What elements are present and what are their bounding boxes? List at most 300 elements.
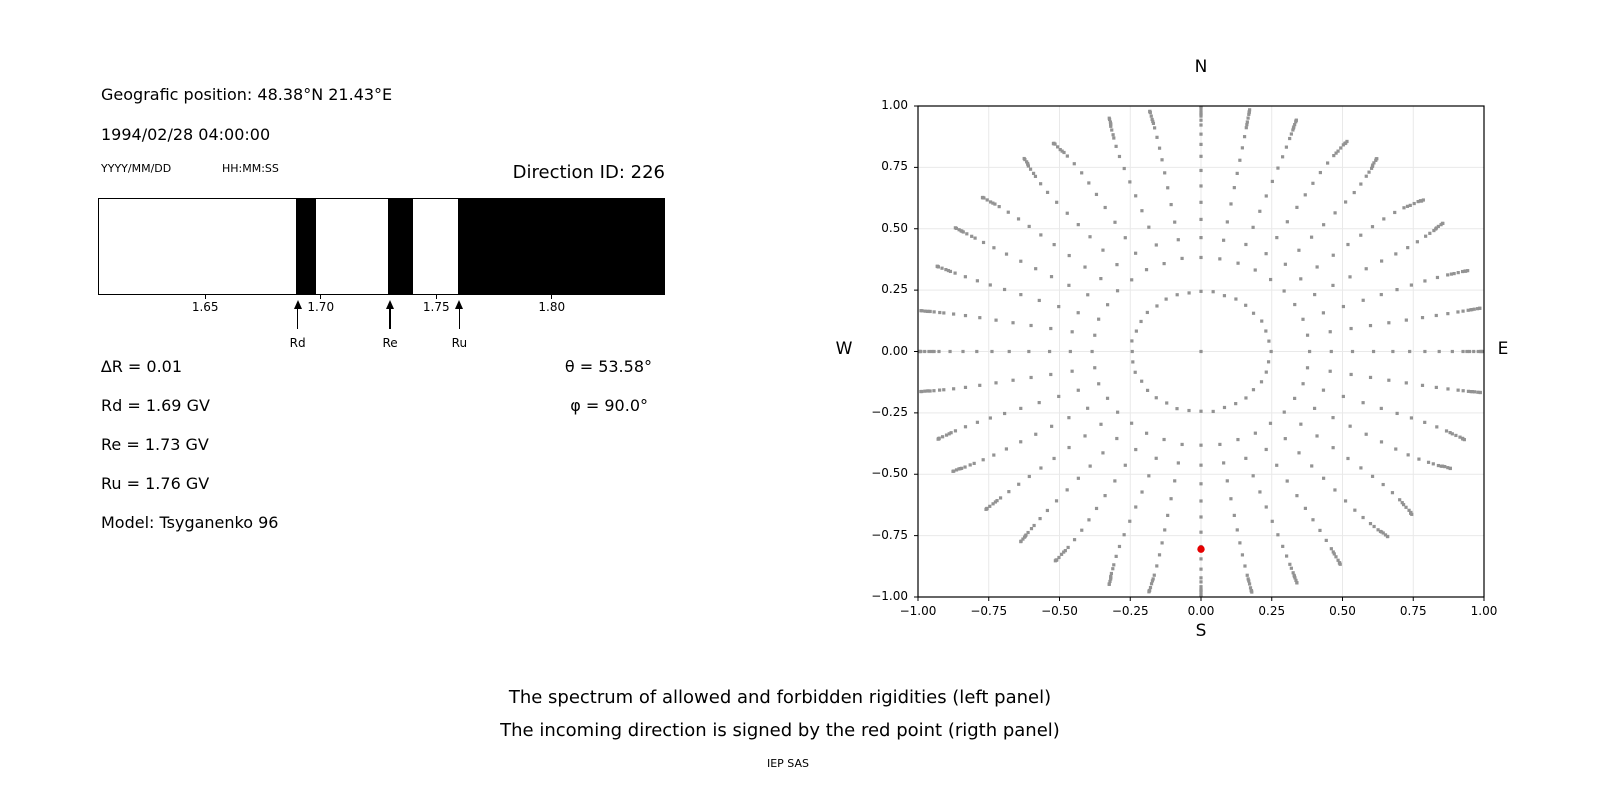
direction-dot bbox=[1199, 568, 1202, 571]
direction-dot bbox=[1402, 206, 1405, 209]
direction-dot bbox=[1093, 366, 1096, 369]
direction-dot bbox=[1387, 379, 1390, 382]
direction-dot bbox=[1199, 499, 1202, 502]
direction-dot bbox=[1265, 371, 1268, 374]
direction-dot bbox=[1311, 182, 1314, 185]
direction-dot bbox=[938, 311, 941, 314]
direction-dot bbox=[1306, 334, 1309, 337]
direction-dot bbox=[1344, 499, 1347, 502]
direction-dot bbox=[1160, 541, 1163, 544]
direction-dot bbox=[1410, 283, 1413, 286]
direction-dot bbox=[1086, 293, 1089, 296]
direction-dot bbox=[1295, 581, 1298, 584]
direction-dot bbox=[1365, 433, 1368, 436]
direction-dot bbox=[1283, 411, 1286, 414]
direction-dot bbox=[1236, 172, 1239, 175]
arrow-stem bbox=[459, 308, 461, 329]
direction-dot bbox=[1236, 438, 1239, 441]
direction-dot bbox=[964, 275, 967, 278]
direction-dot bbox=[1391, 350, 1394, 353]
direction-dot bbox=[941, 435, 944, 438]
direction-dot bbox=[1077, 311, 1080, 314]
direction-dot bbox=[1088, 235, 1091, 238]
direction-dot bbox=[1295, 494, 1298, 497]
direction-dot bbox=[1466, 269, 1469, 272]
direction-dot bbox=[1234, 297, 1237, 300]
direction-dot bbox=[1166, 514, 1169, 517]
direction-dot bbox=[1199, 236, 1202, 239]
arrow-stem bbox=[297, 308, 299, 329]
direction-dot bbox=[1285, 554, 1288, 557]
direction-dot bbox=[1362, 299, 1365, 302]
direction-dot bbox=[1073, 538, 1076, 541]
direction-dot bbox=[1350, 373, 1353, 376]
direction-dot bbox=[1297, 249, 1300, 252]
direction-dot bbox=[1134, 371, 1137, 374]
direction-dot bbox=[1304, 193, 1307, 196]
direction-dot bbox=[1080, 529, 1083, 532]
direction-dot bbox=[1104, 206, 1107, 209]
direction-dot bbox=[1349, 327, 1352, 330]
direction-dot bbox=[1276, 167, 1279, 170]
direction-dot bbox=[1019, 540, 1022, 543]
direction-dot bbox=[1108, 583, 1111, 586]
direction-dot bbox=[952, 312, 955, 315]
direction-dot bbox=[1083, 434, 1086, 437]
direction-dot bbox=[1149, 586, 1152, 589]
cutoff-arrow-label: Re bbox=[382, 336, 398, 350]
direction-dot bbox=[1153, 126, 1156, 129]
direction-dot bbox=[998, 205, 1001, 208]
direction-dot bbox=[1254, 268, 1257, 271]
y-tick-label: 0.75 bbox=[881, 159, 908, 174]
direction-dot bbox=[1265, 448, 1268, 451]
direction-dot bbox=[1446, 273, 1449, 276]
direction-dot bbox=[1241, 553, 1244, 556]
direction-dot bbox=[1329, 370, 1332, 373]
direction-dot bbox=[1052, 142, 1055, 145]
direction-dot bbox=[1417, 458, 1420, 461]
direction-dot bbox=[1099, 277, 1102, 280]
direction-dot bbox=[1148, 110, 1151, 113]
x-tick-label: −0.25 bbox=[1111, 604, 1149, 618]
direction-dot bbox=[1226, 479, 1229, 482]
direction-dot bbox=[986, 198, 989, 201]
direction-dot bbox=[1472, 350, 1475, 353]
direction-dot bbox=[1313, 407, 1316, 410]
direction-dot bbox=[1052, 457, 1055, 460]
y-tick-label: −0.75 bbox=[871, 527, 908, 542]
direction-dot bbox=[991, 502, 994, 505]
direction-dot bbox=[1017, 217, 1020, 220]
direction-dot bbox=[1353, 191, 1356, 194]
direction-dot bbox=[1150, 115, 1153, 118]
cutoff-arrow-label: Rd bbox=[289, 336, 306, 350]
direction-dot bbox=[932, 389, 935, 392]
direction-dot bbox=[970, 235, 973, 238]
direction-dot bbox=[1310, 236, 1313, 239]
direction-dot bbox=[1246, 120, 1249, 123]
direction-dot bbox=[1034, 267, 1037, 270]
cutoff-arrow-rd bbox=[294, 300, 302, 329]
direction-dot bbox=[1101, 249, 1104, 252]
compass-east-label: E bbox=[1497, 339, 1509, 359]
direction-dot bbox=[1238, 541, 1241, 544]
x-tick-label: 0.75 bbox=[1399, 604, 1427, 618]
direction-dot bbox=[978, 384, 981, 387]
direction-dot bbox=[1258, 210, 1261, 213]
param-rd: Rd = 1.69 GV bbox=[101, 396, 210, 415]
direction-dot bbox=[1252, 474, 1255, 477]
direction-dot bbox=[1128, 180, 1131, 183]
direction-dot bbox=[1241, 146, 1244, 149]
direction-dot bbox=[1365, 267, 1368, 270]
direction-dot bbox=[1145, 268, 1148, 271]
direction-dot bbox=[1032, 172, 1035, 175]
direction-dot bbox=[1406, 246, 1409, 249]
direction-dot bbox=[1113, 479, 1116, 482]
direction-dot bbox=[1181, 443, 1184, 446]
direction-dot bbox=[1462, 389, 1465, 392]
direction-dot bbox=[1290, 132, 1293, 135]
direction-dot bbox=[990, 350, 993, 353]
direction-dot bbox=[936, 265, 939, 268]
direction-dot bbox=[981, 196, 984, 199]
direction-dot bbox=[994, 381, 997, 384]
direction-dot bbox=[1050, 275, 1053, 278]
direction-dot bbox=[1264, 329, 1267, 332]
direction-dot bbox=[1080, 171, 1083, 174]
direction-dot bbox=[923, 350, 926, 353]
direction-dot bbox=[989, 416, 992, 419]
y-tick-label: −1.00 bbox=[871, 589, 908, 603]
direction-dot bbox=[1199, 218, 1202, 221]
direction-dot bbox=[1436, 276, 1439, 279]
direction-dot bbox=[1265, 194, 1268, 197]
direction-dot bbox=[944, 268, 947, 271]
direction-dot bbox=[1435, 425, 1438, 428]
direction-dot bbox=[1019, 407, 1022, 410]
direction-dot bbox=[1451, 350, 1454, 353]
direction-dot bbox=[1285, 146, 1288, 149]
direction-dot bbox=[1173, 221, 1176, 224]
direction-dot bbox=[1301, 318, 1304, 321]
direction-dot bbox=[1007, 490, 1010, 493]
direction-dot bbox=[984, 508, 987, 511]
y-tick-label: 0.25 bbox=[881, 282, 908, 297]
direction-dot bbox=[1053, 243, 1056, 246]
x-tick-label: 0.25 bbox=[1258, 604, 1286, 618]
x-tick-label: −0.50 bbox=[1041, 604, 1078, 618]
direction-dot bbox=[1293, 303, 1296, 306]
direction-dot bbox=[973, 236, 976, 239]
direction-scatter-plot bbox=[918, 106, 1484, 597]
forbidden-band bbox=[296, 199, 317, 294]
direction-dot bbox=[1344, 200, 1347, 203]
direction-dot bbox=[1011, 321, 1014, 324]
direction-dot bbox=[1145, 432, 1148, 435]
direction-dot bbox=[1039, 466, 1042, 469]
direction-dot bbox=[1423, 279, 1426, 282]
param-re: Re = 1.73 GV bbox=[101, 435, 209, 454]
direction-dot bbox=[1110, 128, 1113, 131]
direction-dot bbox=[1066, 212, 1069, 215]
direction-dot bbox=[1423, 421, 1426, 424]
direction-dot bbox=[1046, 509, 1049, 512]
direction-dot bbox=[1249, 586, 1252, 589]
direction-dot bbox=[1199, 109, 1202, 112]
direction-dot bbox=[1130, 278, 1133, 281]
direction-dot bbox=[1427, 461, 1430, 464]
x-tick-label: 0.00 bbox=[1187, 604, 1215, 618]
direction-dot bbox=[1450, 272, 1453, 275]
direction-dot bbox=[1049, 373, 1052, 376]
direction-dot bbox=[1295, 206, 1298, 209]
direction-dot bbox=[1170, 203, 1173, 206]
direction-dot bbox=[1478, 307, 1481, 310]
direction-dot bbox=[1229, 497, 1232, 500]
direction-dot bbox=[930, 350, 933, 353]
direction-dot bbox=[1110, 572, 1113, 575]
direction-dot bbox=[1387, 321, 1390, 324]
direction-dot bbox=[1351, 350, 1354, 353]
direction-dot bbox=[1276, 533, 1279, 536]
direction-dot bbox=[1055, 499, 1058, 502]
direction-dot bbox=[933, 310, 936, 313]
direction-dot bbox=[1017, 483, 1020, 486]
direction-dot bbox=[1454, 434, 1457, 437]
direction-dot bbox=[938, 389, 941, 392]
direction-dot bbox=[1441, 222, 1444, 225]
direction-dot bbox=[1199, 557, 1202, 560]
direction-dot bbox=[1111, 567, 1114, 570]
direction-dot bbox=[1038, 517, 1041, 520]
direction-dot bbox=[1413, 202, 1416, 205]
direction-dot bbox=[975, 350, 978, 353]
direction-dot bbox=[1134, 194, 1137, 197]
direction-dot bbox=[1005, 252, 1008, 255]
direction-dot bbox=[1077, 223, 1080, 226]
direction-dot bbox=[1288, 137, 1291, 140]
direction-dot bbox=[1421, 316, 1424, 319]
direction-dot bbox=[1134, 252, 1137, 255]
direction-dot bbox=[1055, 201, 1058, 204]
direction-dot bbox=[954, 429, 957, 432]
direction-dot bbox=[1246, 116, 1249, 119]
direction-dot bbox=[1461, 310, 1464, 313]
cutoff-arrow-ru bbox=[455, 300, 463, 329]
direction-dot bbox=[1468, 350, 1471, 353]
direction-dot bbox=[1416, 240, 1419, 243]
direction-dot bbox=[1135, 329, 1138, 332]
direction-dot bbox=[1108, 117, 1111, 120]
direction-dot bbox=[1394, 252, 1397, 255]
direction-dot bbox=[1371, 475, 1374, 478]
direction-dot bbox=[1336, 150, 1339, 153]
param-model: Model: Tsyganenko 96 bbox=[101, 513, 279, 532]
direction-dot bbox=[1028, 225, 1031, 228]
direction-dot bbox=[1229, 202, 1232, 205]
direction-dot bbox=[1330, 350, 1333, 353]
direction-dot bbox=[964, 425, 967, 428]
direction-dot bbox=[1180, 257, 1183, 260]
direction-dot bbox=[1066, 154, 1069, 157]
direction-dot bbox=[1060, 553, 1063, 556]
direction-dot bbox=[1067, 284, 1070, 287]
direction-dot bbox=[992, 453, 995, 456]
direction-dot bbox=[1463, 438, 1466, 441]
direction-dot bbox=[1029, 168, 1032, 171]
direction-dot bbox=[1329, 330, 1332, 333]
direction-dot bbox=[1057, 305, 1060, 308]
direction-dot bbox=[1369, 324, 1372, 327]
compass-north-label: N bbox=[1194, 57, 1208, 77]
direction-dot bbox=[955, 468, 958, 471]
direction-dot bbox=[1134, 505, 1137, 508]
direction-dot bbox=[961, 350, 964, 353]
direction-dot bbox=[1003, 412, 1006, 415]
direction-dot bbox=[1115, 437, 1118, 440]
direction-dot bbox=[1091, 350, 1094, 353]
direction-dot bbox=[1116, 411, 1119, 414]
direction-dot bbox=[1226, 220, 1229, 223]
direction-dot bbox=[1313, 293, 1316, 296]
direction-dot bbox=[1331, 416, 1334, 419]
direction-dot bbox=[924, 310, 927, 313]
direction-dot bbox=[1038, 299, 1041, 302]
direction-dot bbox=[1342, 395, 1345, 398]
direction-dot bbox=[1112, 136, 1115, 139]
direction-dot bbox=[1243, 564, 1246, 567]
direction-dot bbox=[1371, 225, 1374, 228]
direction-dot bbox=[1247, 579, 1250, 582]
direction-dot bbox=[992, 246, 995, 249]
direction-dot bbox=[1251, 226, 1254, 229]
direction-dot bbox=[973, 462, 976, 465]
direction-dot bbox=[1457, 389, 1460, 392]
direction-dot bbox=[964, 386, 967, 389]
direction-dot bbox=[1123, 533, 1126, 536]
direction-dot bbox=[1432, 462, 1435, 465]
direction-dot bbox=[1453, 272, 1456, 275]
direction-dot bbox=[1177, 238, 1180, 241]
direction-dot bbox=[1359, 234, 1362, 237]
direction-dot bbox=[1175, 407, 1178, 410]
direction-dot bbox=[1265, 505, 1268, 508]
direction-dot bbox=[927, 350, 930, 353]
direction-dot bbox=[1038, 401, 1041, 404]
direction-dot bbox=[1248, 108, 1251, 111]
direction-dot bbox=[1281, 545, 1284, 548]
direction-dot bbox=[1284, 263, 1287, 266]
direction-dot bbox=[1473, 308, 1476, 311]
direction-dot bbox=[1391, 491, 1394, 494]
x-tick-label: 1.00 bbox=[1470, 604, 1498, 618]
direction-dot bbox=[1333, 211, 1336, 214]
direction-dot bbox=[1283, 289, 1286, 292]
direction-dot bbox=[1275, 464, 1278, 467]
direction-dot bbox=[1046, 191, 1049, 194]
direction-dot bbox=[953, 272, 956, 275]
geo-position-text: Geografic position: 48.38°N 21.43°E bbox=[101, 85, 393, 104]
y-tick-label: −0.50 bbox=[871, 466, 908, 481]
direction-dot bbox=[1456, 310, 1459, 313]
direction-dot bbox=[1169, 497, 1172, 500]
spectrum-tick-label: 1.75 bbox=[422, 300, 450, 314]
direction-dot bbox=[1095, 193, 1098, 196]
spectrum-tick bbox=[205, 295, 206, 299]
direction-dot bbox=[1131, 350, 1134, 353]
direction-dot bbox=[1299, 423, 1302, 426]
direction-dot bbox=[1155, 243, 1158, 246]
direction-dot bbox=[1150, 582, 1153, 585]
direction-dot bbox=[1027, 350, 1030, 353]
direction-dot bbox=[1155, 136, 1158, 139]
direction-dot bbox=[1199, 464, 1202, 467]
compass-south-label: S bbox=[1195, 621, 1207, 641]
spectrum-tick bbox=[551, 295, 552, 299]
direction-dot bbox=[1359, 182, 1362, 185]
direction-dot bbox=[1260, 380, 1263, 383]
direction-dot bbox=[1112, 563, 1115, 566]
spectrum-tick bbox=[436, 295, 437, 299]
direction-dot bbox=[1339, 146, 1342, 149]
direction-dot bbox=[1173, 479, 1176, 482]
direction-dot bbox=[1087, 518, 1090, 521]
forbidden-band bbox=[388, 199, 413, 294]
direction-dot bbox=[1244, 304, 1247, 307]
direction-dot bbox=[989, 283, 992, 286]
direction-dot bbox=[1270, 350, 1273, 353]
direction-dot bbox=[1223, 406, 1226, 409]
direction-dot bbox=[1218, 257, 1221, 260]
direction-dot bbox=[1111, 133, 1114, 136]
direction-dot bbox=[1406, 205, 1409, 208]
direction-dot bbox=[1295, 119, 1298, 122]
direction-dot bbox=[1382, 483, 1385, 486]
direction-dot bbox=[1048, 350, 1051, 353]
direction-dot bbox=[1160, 158, 1163, 161]
direction-dot bbox=[1409, 204, 1412, 207]
direction-dot bbox=[1049, 327, 1052, 330]
direction-dot bbox=[1067, 416, 1070, 419]
direction-dot bbox=[1461, 350, 1464, 353]
direction-dot bbox=[1310, 464, 1313, 467]
direction-dot bbox=[1019, 260, 1022, 263]
direction-dot bbox=[1222, 239, 1225, 242]
direction-dot bbox=[1187, 409, 1190, 412]
direction-dot bbox=[1315, 434, 1318, 437]
direction-dot bbox=[1410, 513, 1413, 516]
direction-dot bbox=[1113, 221, 1116, 224]
direction-dot bbox=[1130, 339, 1133, 342]
direction-dot bbox=[1367, 171, 1370, 174]
red-incoming-direction-point bbox=[1197, 545, 1204, 552]
direction-dot bbox=[1071, 370, 1074, 373]
direction-dot bbox=[1275, 236, 1278, 239]
direction-dot bbox=[1005, 447, 1008, 450]
direction-dot bbox=[1019, 293, 1022, 296]
x-tick-label: −0.75 bbox=[970, 604, 1008, 618]
direction-dot bbox=[1446, 312, 1449, 315]
direction-dot bbox=[1423, 350, 1426, 353]
direction-dot bbox=[1177, 461, 1180, 464]
direction-dot bbox=[1306, 366, 1309, 369]
direction-dot bbox=[954, 226, 957, 229]
caption-line1: The spectrum of allowed and forbidden rigidities (left panel) bbox=[508, 687, 1052, 708]
direction-dot bbox=[1140, 380, 1143, 383]
direction-dot bbox=[1319, 171, 1322, 174]
